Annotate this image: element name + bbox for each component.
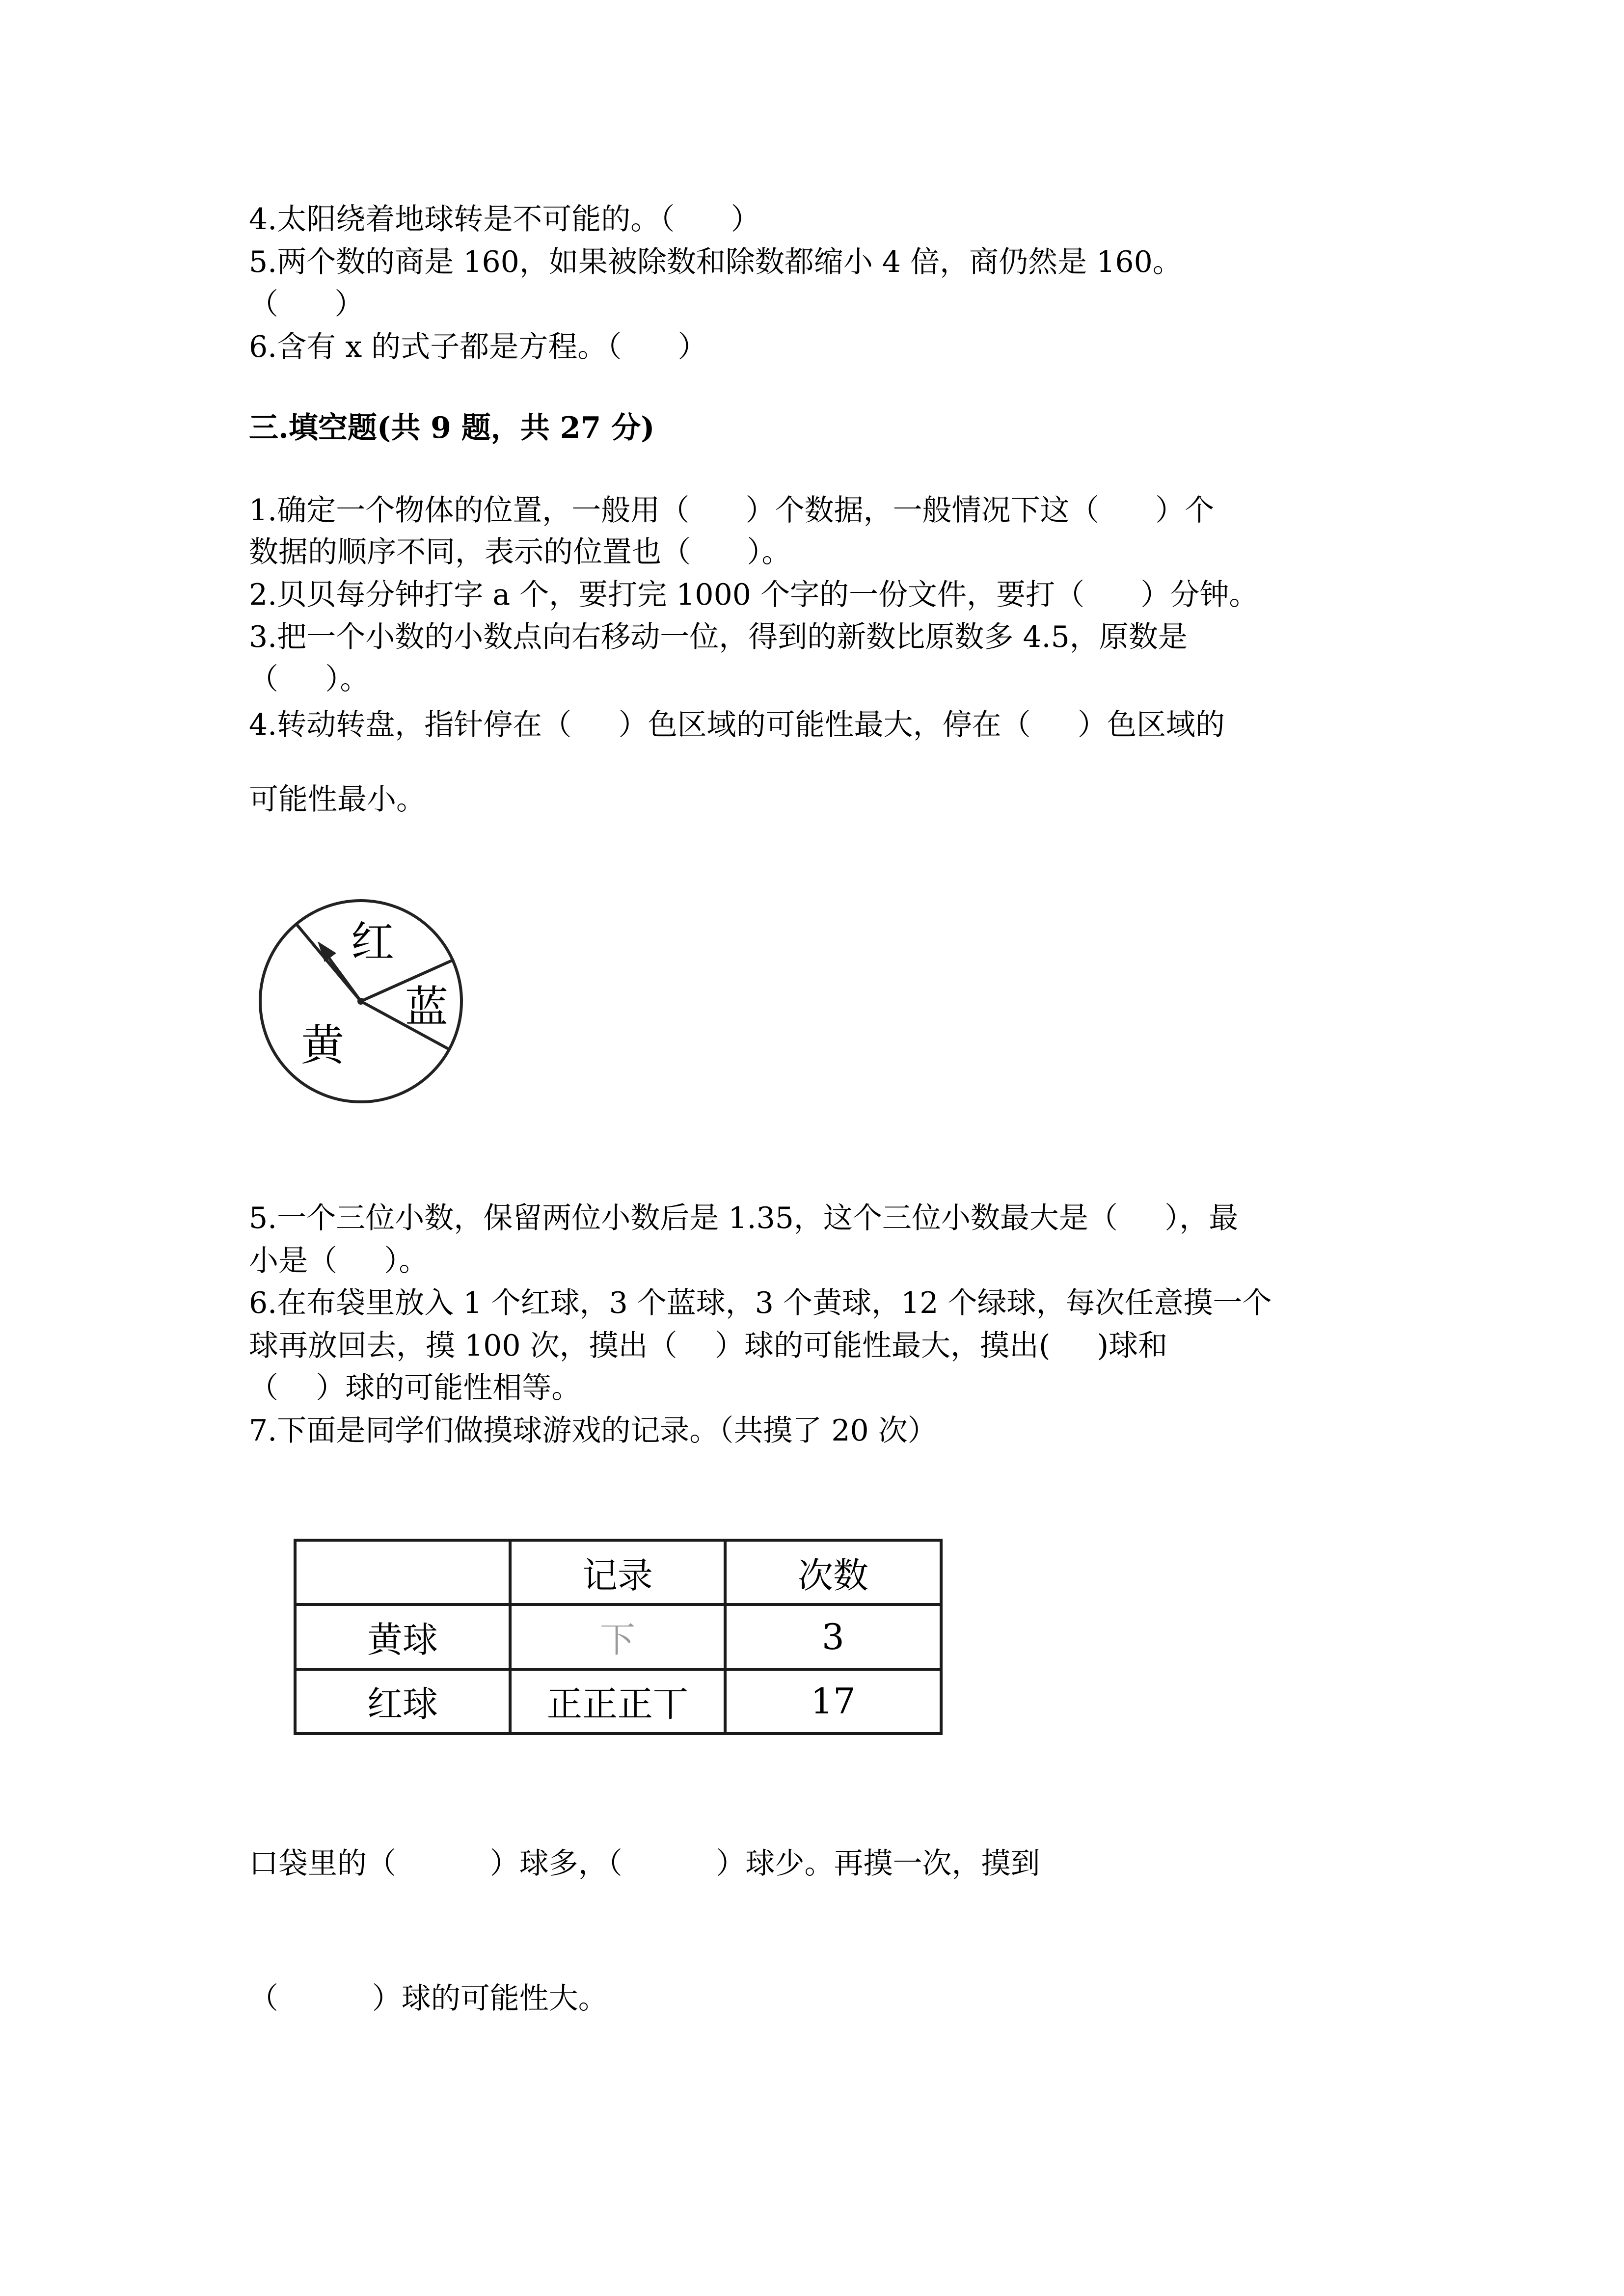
question-fill-5-cont: 小是（ ）。 <box>249 1244 429 1278</box>
table-cell-count: 17 <box>725 1669 941 1734</box>
question-fill-4: 4.转动转盘，指针停在（ ）色区域的可能性最大，停在（ ）色区域的 <box>249 708 1225 742</box>
question-fill-6-cont: 球再放回去，摸 100 次，摸出（ ）球的可能性最大，摸出( )球和 <box>249 1329 1168 1363</box>
spinner-figure <box>253 893 469 1109</box>
table-header-count: 次数 <box>725 1540 941 1604</box>
table-cell-tally: 下 <box>510 1604 725 1669</box>
section-heading: 三.填空题(共 9 题，共 27 分) <box>249 411 655 445</box>
table-cell-tally: 正正正丅 <box>510 1669 725 1734</box>
table-cell-ball-name: 黄球 <box>295 1604 510 1669</box>
question-judge-5: 5.两个数的商是 160，如果被除数和除数都缩小 4 倍，商仍然是 160。 <box>249 245 1182 279</box>
table-header-cell-empty <box>295 1540 510 1604</box>
question-judge-6: 6.含有 x 的式子都是方程。（ ） <box>249 330 707 364</box>
question-fill-7: 7.下面是同学们做摸球游戏的记录。（共摸了 20 次） <box>249 1414 937 1448</box>
question-judge-4: 4.太阳绕着地球转是不可能的。（ ） <box>249 202 760 237</box>
table-header-record: 记录 <box>510 1540 725 1604</box>
question-fill-6-cont2: （ ）球的可能性相等。 <box>249 1371 581 1405</box>
question-fill-6: 6.在布袋里放入 1 个红球，3 个蓝球，3 个黄球，12 个绿球，每次任意摸一个 <box>249 1286 1272 1320</box>
question-fill-4-cont: 可能性最小。 <box>249 782 426 817</box>
spinner-center <box>357 998 364 1005</box>
question-fill-3: 3.把一个小数的小数点向右移动一位，得到的新数比原数多 4.5，原数是 <box>249 620 1188 654</box>
question-fill-3-bracket: （ ）。 <box>249 662 370 696</box>
question-fill-1-cont: 数据的顺序不同，表示的位置也（ ）。 <box>249 535 791 569</box>
table-header-row <box>295 1540 941 1604</box>
question-judge-5-bracket: （ ） <box>249 287 364 321</box>
table-row <box>295 1669 941 1734</box>
table-row <box>295 1604 941 1669</box>
spinner-label-yellow: 黄 <box>301 1020 345 1070</box>
ball-record-table <box>294 1539 943 1735</box>
question-fill-5: 5.一个三位小数，保留两位小数后是 1.35，这个三位小数最大是（ ），最 <box>249 1201 1239 1235</box>
spinner-label-red: 红 <box>351 917 395 967</box>
question-fill-1: 1.确定一个物体的位置，一般用（ ）个数据，一般情况下这（ ）个 <box>249 493 1215 528</box>
spinner-label-blue: 蓝 <box>405 982 449 1032</box>
table-cell-ball-name: 红球 <box>295 1669 510 1734</box>
question-fill-2: 2.贝贝每分钟打字 a 个，要打完 1000 个字的一份文件，要打（ ）分钟。 <box>249 578 1259 612</box>
question-fill-7-blank-2: （ ）球的可能性大。 <box>249 1981 608 2016</box>
question-fill-7-blank-1: 口袋里的（ ）球多，（ ）球少。再摸一次，摸到 <box>249 1846 1040 1881</box>
table-cell-count: 3 <box>725 1604 941 1669</box>
